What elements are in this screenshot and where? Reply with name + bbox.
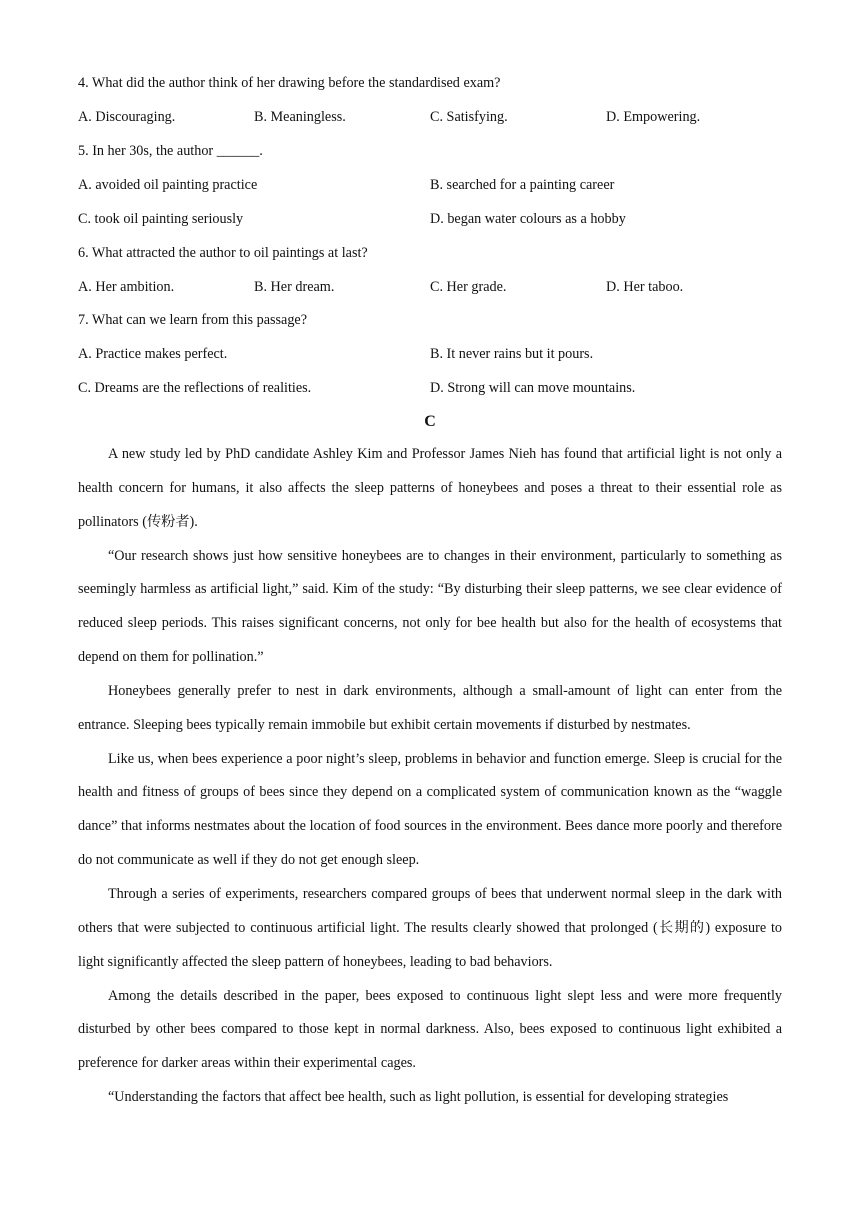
passage-paragraph: A new study led by PhD candidate Ashley Kim and Professor James Nieh has found that artificial light is not only a health concern for humans, it also affects the sleep patterns of honeybees and poses a threat to their essential role as pollinators (传粉者). <box>78 446 782 530</box>
question-6-stem: 6. What attracted the author to oil paintings at last? <box>78 245 368 261</box>
passage-paragraph: Honeybees generally prefer to nest in dark environments, although a small-amount of light can enter from the entrance. Sleeping bees typically remain immobile but exhibit certain movements if disturbed by nestmates. <box>78 683 782 733</box>
question-5-option-d: D. began water colours as a hobby <box>430 211 626 227</box>
passage-paragraph: “Understanding the factors that affect bee health, such as light pollution, is essential for developing strategies <box>108 1088 729 1105</box>
question-6-option-d: D. Her taboo. <box>606 279 684 295</box>
question-6-option-a: A. Her ambition. <box>78 279 175 295</box>
section-heading: C <box>424 413 436 430</box>
passage-paragraph: “Our research shows just how sensitive honeybees are to changes in their environment, particularly to something as seemingly harmless as artificial light,” said. Kim of the study: “By disturbing their sleep patterns, we see clear evidence of reduced sleep periods. This raises significant concerns, not only for bee health but also for the health of ecosystems that depend on them for pollination.” <box>78 547 782 666</box>
passage-paragraph: Among the details described in the paper, bees exposed to continuous light slept less and were more frequently disturbed by other bees compared to those kept in normal darkness. Also, bees exposed to continuous light exhibited a preference for darker areas within their experimental cages. <box>78 987 782 1072</box>
question-4-option-a: A. Discouraging. <box>78 109 176 125</box>
question-7-option-b: B. It never rains but it pours. <box>430 346 594 362</box>
question-5-stem: 5. In her 30s, the author ______. <box>78 143 263 159</box>
question-4-stem: 4. What did the author think of her drawing before the standardised exam? <box>78 75 501 91</box>
question-7-option-a: A. Practice makes perfect. <box>78 346 228 362</box>
question-4-option-b: B. Meaningless. <box>254 109 346 125</box>
question-5-option-a: A. avoided oil painting practice <box>78 177 258 193</box>
question-7-stem: 7. What can we learn from this passage? <box>78 312 308 328</box>
question-5-option-b: B. searched for a painting career <box>430 177 615 193</box>
question-7-option-c: C. Dreams are the reflections of realities. <box>78 380 312 396</box>
question-4-option-d: D. Empowering. <box>606 109 701 125</box>
question-6-option-b: B. Her dream. <box>254 279 335 295</box>
question-6-option-c: C. Her grade. <box>430 279 507 295</box>
passage-paragraph: Through a series of experiments, researchers compared groups of bees that underwent normal sleep in the dark with others that were subjected to continuous artificial light. The results clearly showed that prolonged (长期的) exposure to light significantly affected the sleep pattern of honeybees, leading to bad behaviors. <box>78 886 782 970</box>
passage-paragraph: Like us, when bees experience a poor night’s sleep, problems in behavior and function emerge. Sleep is crucial for the health and fitness of groups of bees since they depend on a complicated system of communication known as the “waggle dance” that informs nestmates about the location of food sources in the environment. Bees dance more poorly and therefore do not communicate as well if they do not get enough sleep. <box>78 750 782 869</box>
question-4-option-c: C. Satisfying. <box>430 109 508 125</box>
question-5-option-c: C. took oil painting seriously <box>78 211 244 227</box>
question-7-option-d: D. Strong will can move mountains. <box>430 380 636 396</box>
